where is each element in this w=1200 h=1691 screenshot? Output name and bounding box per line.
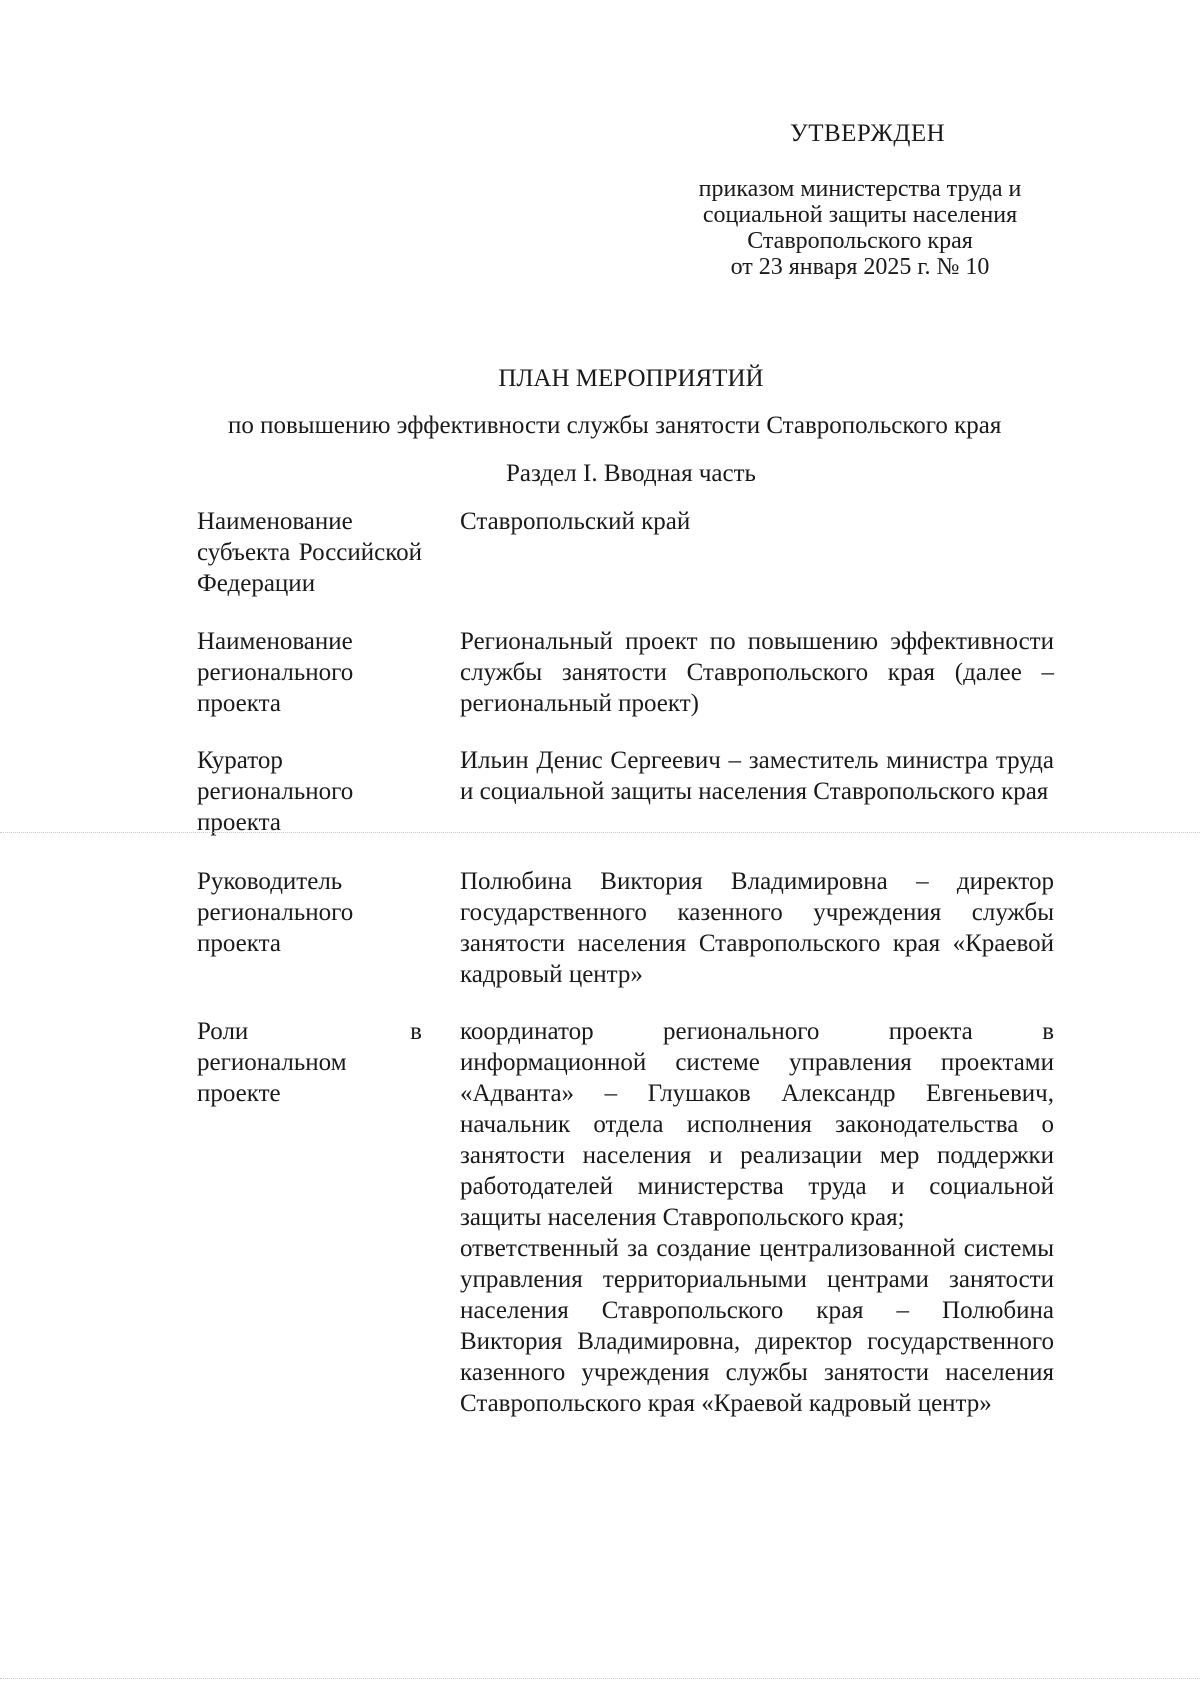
row-value: Региональный проект по повышению эффективности службы занятости Ставропольского края (далее – региональный проект) xyxy=(460,628,1054,717)
approval-block xyxy=(660,176,1060,280)
scan-artifact-line xyxy=(0,832,1200,833)
plan-subtitle: по повышению эффективности службы занятости Ставропольского края xyxy=(228,412,1002,439)
approval-line: приказом министерства труда и xyxy=(698,176,1022,202)
approval-line: Ставропольского края xyxy=(747,228,973,254)
approval-line: социальной защиты населения xyxy=(702,202,1018,228)
row-label: Куратор регионального проекта xyxy=(197,747,354,836)
plan-title: ПЛАН МЕРОПРИЯТИЙ xyxy=(498,365,764,392)
row-value xyxy=(460,1016,1054,1419)
row-value-paragraph: координатор регионального проекта в информационной системе управления проектами «Адванта» – Глушаков Александр Евгеньевич, начальник отдела исполнения законодательства о занятости населения и реализации мер поддержки работодателей министерства труда и социальной защиты населения Ставропольского края; xyxy=(460,1018,1054,1231)
row-value: Полюбина Виктория Владимировна – директор государственного казенного учреждения службы занятости населения Ставропольского края «Краевой кадровый центр» xyxy=(460,868,1054,988)
row-label: Наименование субъекта Российской Федерации xyxy=(197,508,422,597)
row-value: Ильин Денис Сергеевич – заместитель министра труда и социальной защиты населения Ставропольского края xyxy=(460,747,1054,805)
approval-date: от 23 января 2025 г. № 10 xyxy=(730,254,990,280)
row-value: Ставропольский край xyxy=(460,508,691,535)
row-label: Роли в региональном проекте xyxy=(197,1018,422,1107)
approval-title: УТВЕРЖДЕН xyxy=(790,120,946,147)
row-label: Руководитель регионального проекта xyxy=(197,868,354,957)
row-value-paragraph: ответственный за создание централизованной системы управления территориальными центрами занятости населения Ставропольского края – Полюбина Виктория Владимировна, директор государственного казенного учреждения службы занятости населения Ставропольского края «Краевой кадровый центр» xyxy=(460,1235,1054,1417)
section-title: Раздел I. Вводная часть xyxy=(506,460,756,487)
scan-artifact-line xyxy=(0,1678,1200,1679)
row-label: Наименование регионального проекта xyxy=(197,628,354,717)
